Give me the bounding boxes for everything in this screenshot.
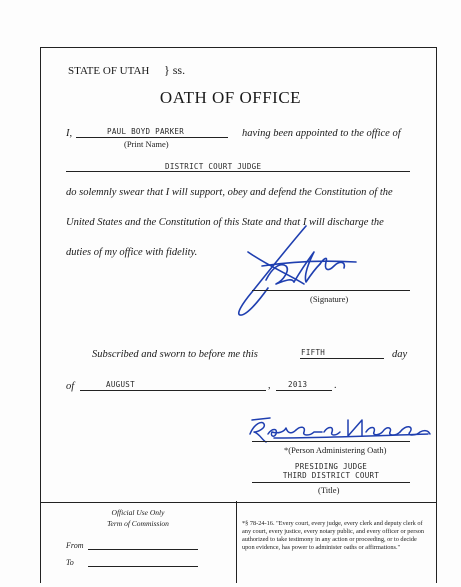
admin-title-line2: THIRD DISTRICT COURT [282, 471, 380, 480]
ss-mark: } ss. [164, 63, 186, 77]
title-underline [252, 482, 410, 483]
office-value: DISTRICT COURT JUDGE [165, 162, 262, 171]
official-use-label: Official Use Only [111, 508, 165, 517]
title-label: (Title) [318, 485, 340, 495]
oath-text-line2: United States and the Constitution of this State and that I will discharge the [66, 217, 384, 228]
year-value: 2013 [288, 380, 308, 389]
name-value: PAUL BOYD PARKER [107, 127, 185, 136]
appointed-text: having been appointed to the office of [242, 128, 401, 139]
footnote-text: *§ 78-24-16. "Every court, every judge, every clerk and deputy clerk of any court, every justice, every notary public, and every officer or person authorized to take testimony in any action or proceeding, or to decide upon evidence, has power to administer oaths or affirmations." [242, 520, 425, 551]
administering-underline [252, 441, 410, 442]
period: . [334, 380, 337, 391]
comma: , [268, 380, 271, 391]
year-underline [276, 390, 332, 391]
state-line: STATE OF UTAH [68, 65, 150, 77]
month-underline [80, 390, 266, 391]
admin-title-line1: PRESIDING JUDGE [294, 462, 368, 471]
day-label: day [392, 349, 408, 360]
signature-underline [252, 290, 410, 291]
name-underline [76, 137, 228, 138]
from-underline [88, 549, 198, 550]
to-underline [88, 566, 198, 567]
day-value: FIFTH [301, 348, 326, 357]
from-label: From [66, 541, 84, 550]
day-underline [300, 358, 384, 359]
subscribed-text: Subscribed and sworn to before me this [92, 349, 258, 360]
page-title: OATH OF OFFICE [159, 88, 302, 107]
term-of-commission-label: Term of Commission [107, 519, 169, 528]
print-name-label: (Print Name) [124, 139, 169, 149]
official-signature [228, 222, 368, 322]
oath-text-line3: duties of my office with fidelity. [66, 247, 198, 258]
month-value: AUGUST [106, 380, 135, 389]
administering-label: *(Person Administering Oath) [284, 445, 387, 455]
signature-label: (Signature) [310, 294, 349, 304]
oath-text-line1: do solemnly swear that I will support, obey and defend the Constitution of the [66, 187, 393, 198]
office-underline [66, 171, 410, 172]
of-label: of [66, 381, 75, 392]
i-label: I, [66, 128, 73, 139]
to-label: To [66, 558, 74, 567]
